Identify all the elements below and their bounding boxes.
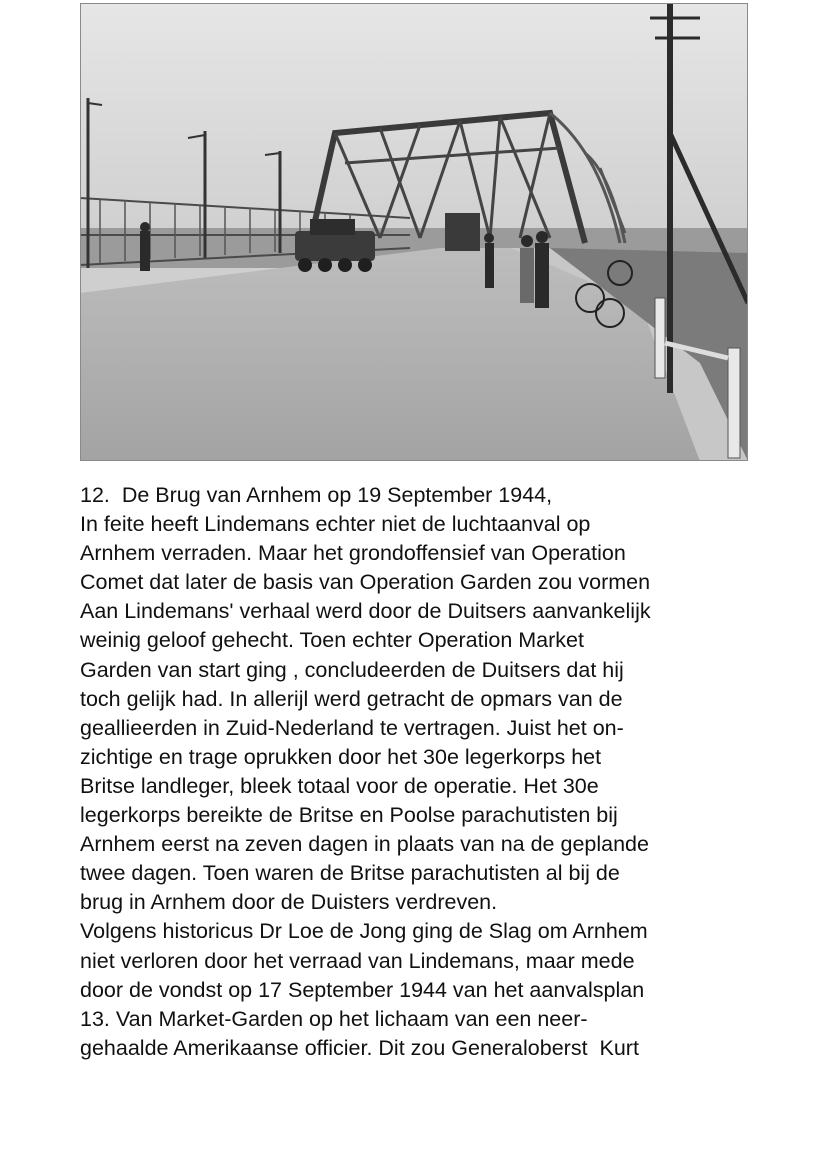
text-line: 12. De Brug van Arnhem op 19 September 1944, bbox=[80, 483, 553, 507]
text-line: Arnhem verraden. Maar het grondoffensief van Operation bbox=[80, 541, 626, 566]
text-line: weinig geloof gehecht. Toen echter Operation Market bbox=[80, 628, 584, 653]
text-line: niet verloren door het verraad van Lindemans, maar mede bbox=[80, 948, 635, 973]
bridge-photo bbox=[80, 3, 748, 461]
text-line: 13. Van Market-Garden op het lichaam van een neer- bbox=[80, 1006, 588, 1031]
text-line: toch gelijk had. In allerijl werd getracht de opmars van de bbox=[80, 686, 623, 711]
text-line: Comet dat later de basis van Operation Garden zou vormen bbox=[80, 570, 651, 595]
bridge-photo-svg bbox=[80, 3, 748, 461]
text-line: gehaalde Amerikaanse officier. Dit zou Generaloberst Kurt bbox=[80, 1035, 639, 1060]
text-line: twee dagen. Toen waren de Britse parachutisten al bij de bbox=[80, 861, 620, 886]
text-line: Volgens historicus Dr Loe de Jong ging de Slag om Arnhem bbox=[80, 919, 648, 944]
text-line: Arnhem eerst na zeven dagen in plaats van na de geplande bbox=[80, 832, 649, 857]
text-line: zichtige en trage oprukken door het 30e legerkorps het bbox=[80, 744, 602, 769]
text-line: Britse landleger, bleek totaal voor de operatie. Het 30e bbox=[80, 773, 599, 798]
text-line: brug in Arnhem door de Duisters verdreven. bbox=[80, 890, 498, 915]
text-line: door de vondst op 17 September 1944 van het aanvalsplan bbox=[80, 977, 645, 1002]
text-line: geallieerden in Zuid-Nederland te vertragen. Juist het on- bbox=[80, 715, 624, 740]
text-line: In feite heeft Lindemans echter niet de luchtaanval op bbox=[80, 512, 591, 537]
text-line: legerkorps bereikte de Britse en Poolse parachutisten bij bbox=[80, 803, 618, 828]
text-line: Garden van start ging , concludeerden de Duitsers dat hij bbox=[80, 657, 624, 682]
body-text bbox=[80, 481, 770, 1063]
text-line: Aan Lindemans' verhaal werd door de Duitsers aanvankelijk bbox=[80, 599, 651, 624]
